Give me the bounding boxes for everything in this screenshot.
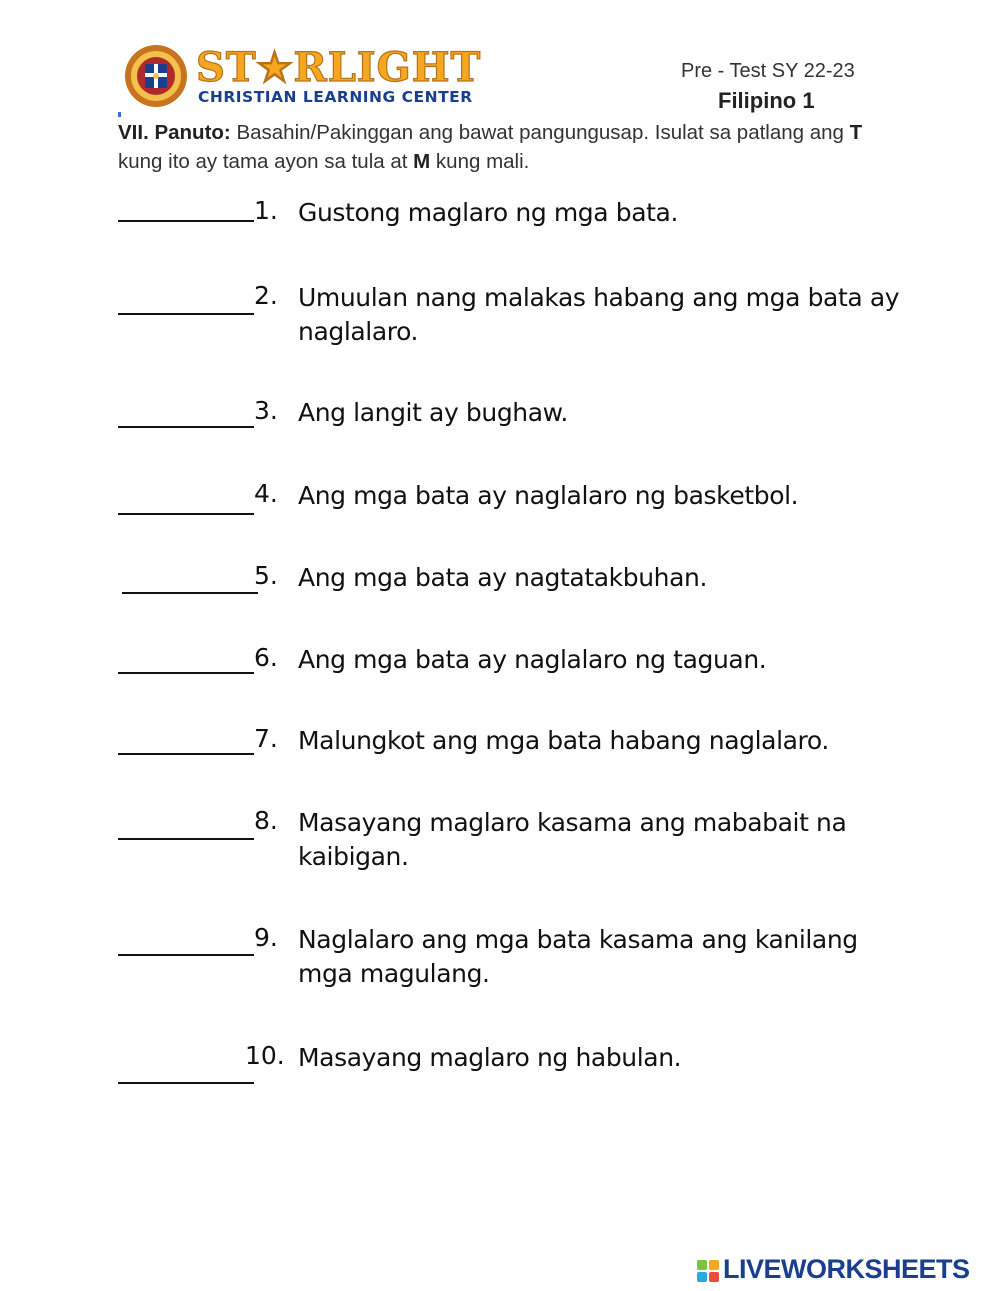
- question-text: Ang mga bata ay naglalaro ng basketbol.: [298, 481, 799, 510]
- answer-blank[interactable]: [118, 426, 254, 428]
- question-text: Umuulan nang malakas habang ang mga bata ay naglalaro.: [298, 283, 900, 346]
- question-number: 1.: [254, 196, 278, 225]
- answer-blank[interactable]: [118, 672, 254, 674]
- answer-blank[interactable]: [122, 592, 258, 594]
- question-text: Ang mga bata ay naglalaro ng taguan.: [298, 645, 767, 674]
- school-name: ST★RLIGHT: [196, 44, 482, 91]
- question-text: Malungkot ang mga bata habang naglalaro.: [298, 726, 829, 755]
- question-number: 10.: [245, 1041, 285, 1070]
- true-letter: T: [849, 121, 863, 144]
- question-number: 8.: [254, 806, 278, 835]
- question-number: 9.: [254, 923, 278, 952]
- instructions-label: VII. Panuto:: [118, 121, 231, 144]
- subject-title: Filipino 1: [718, 88, 815, 113]
- answer-blank[interactable]: [118, 220, 254, 222]
- question-number: 7.: [254, 724, 278, 753]
- answer-blank[interactable]: [118, 753, 254, 755]
- answer-blank[interactable]: [118, 1082, 254, 1084]
- question-text: Ang mga bata ay nagtatakbuhan.: [298, 563, 707, 592]
- liveworksheets-icon: [697, 1260, 719, 1282]
- question-text: Ang langit ay bughaw.: [298, 398, 568, 427]
- false-letter: M: [413, 150, 431, 173]
- answer-blank[interactable]: [118, 313, 254, 315]
- question-number: 3.: [254, 396, 278, 425]
- instructions-text-1: Basahin/Pakinggan ang bawat pangungusap. Isulat sa patlang ang: [230, 121, 850, 144]
- liveworksheets-brand: LIVEWORKSHEETS: [723, 1254, 970, 1284]
- instructions-text-2: kung ito ay tama ayon sa tula at: [118, 150, 414, 173]
- answer-blank[interactable]: [118, 954, 254, 956]
- question-number: 5.: [254, 561, 278, 590]
- question-text: Gustong maglaro ng mga bata.: [298, 198, 678, 227]
- test-label: Pre - Test SY 22-23: [681, 60, 855, 82]
- question-number: 6.: [254, 643, 278, 672]
- instructions-text-3: kung mali.: [430, 150, 530, 173]
- question-number: 4.: [254, 479, 278, 508]
- question-number: 2.: [254, 281, 278, 310]
- question-text: Masayang maglaro ng habulan.: [298, 1043, 682, 1072]
- question-text: Naglalaro ang mga bata kasama ang kanilang mga magulang.: [298, 925, 858, 988]
- answer-blank[interactable]: [118, 838, 254, 840]
- answer-blank[interactable]: [118, 513, 254, 515]
- question-text: Masayang maglaro kasama ang mababait na kaibigan.: [298, 808, 847, 871]
- school-subtitle: CHRISTIAN LEARNING CENTER: [198, 88, 473, 106]
